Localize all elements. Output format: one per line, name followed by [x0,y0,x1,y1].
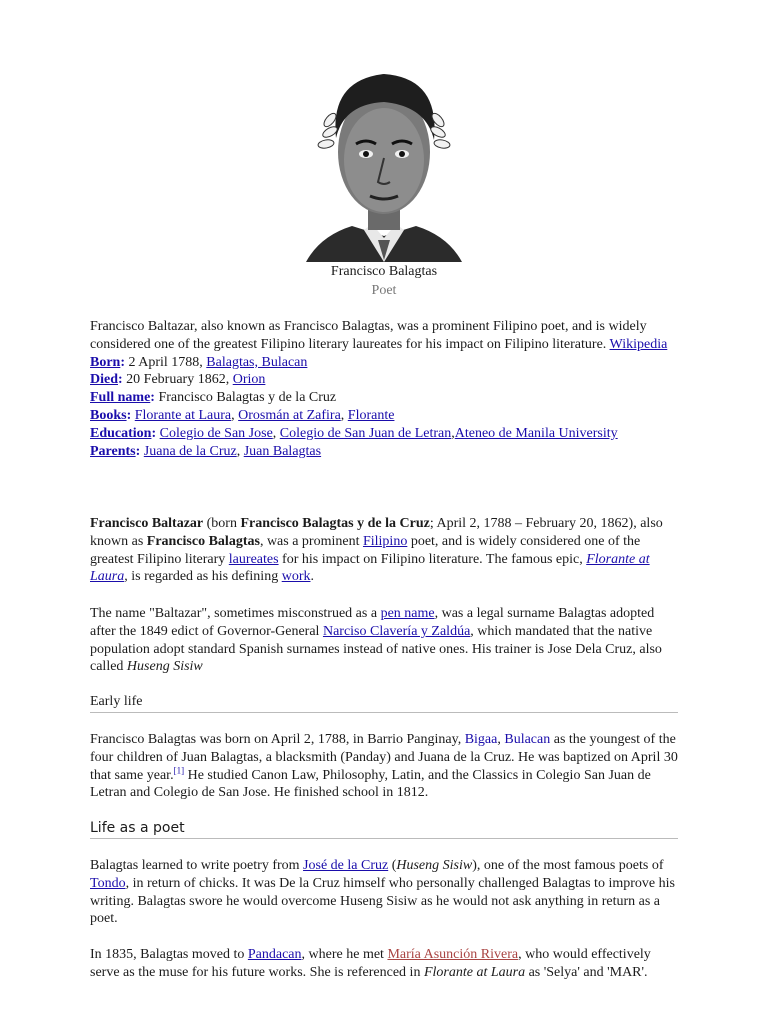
portrait-caption-name: Francisco Balagtas [330,264,438,279]
deathplace-link[interactable]: Orion [232,372,266,388]
portrait-image [300,60,468,262]
name-paragraph: The name "Baltazar", sometimes misconstrued as a pen name, was a legal surname Balagtas adopted after the 1849 edict of Governor-General Narciso Clavería y Zaldúa, which mandated that the native population adopt standard Spanish surnames instead of native ones. His trainer is Jose Dela Cruz, also called Huseng Sisiw [90,606,662,675]
citation-link[interactable]: [1] [173,764,185,775]
early-life-paragraph: Francisco Balagtas was born on April 2, 1788, in Barrio Panginay, Bigaa, Bulacan as the youngest of the four children of Juan Balagtas, a blacksmith (Panday) and Juana de la Cruz. He was baptized on April 30 that same year.[1] He studied Canon Law, Philosophy, Latin, and the Classics in Colegio San Juan de Letran and Colegio de San Jose. He finished school in 1812. [90,732,678,801]
info-fullname-row: Full name: Francisco Balagtas y de la Cruz [90,390,337,406]
education-label-link[interactable]: Education [90,425,152,441]
poet-paragraph: Balagtas learned to write poetry from José de la Cruz (Huseng Sisiw), one of the most famous poets of Tondo, in return of chicks. It was De la Cruz himself who personally challenged Balagtas to improve his writing. Balagtas swore he would overcome Huseng Sisiw as he would not ask anything in return as a poet. [90,858,675,927]
school-link[interactable]: Colegio de San Juan de Letran [279,425,452,441]
school-link[interactable]: Ateneo de Manila University [454,425,618,441]
info-parents-row: Parents: Juana de la Cruz, Juan Balagtas [90,443,322,459]
bigaa-link[interactable]: Bigaa [464,732,498,747]
book-link[interactable]: Florante [347,407,395,423]
wikipedia-link[interactable]: Wikipedia [609,336,668,352]
filipino-link[interactable]: Filipino [362,533,408,549]
book-link[interactable]: Orosmán at Zafira [238,407,341,423]
summary-infobox [90,318,682,460]
jose-de-la-cruz-link[interactable]: José de la Cruz [303,858,389,873]
tondo-link[interactable]: Tondo [90,875,126,891]
book-link[interactable]: Florante at Laura [134,407,232,423]
fullname-label-link[interactable]: Full name [90,390,151,406]
parents-label-link[interactable]: Parents [90,443,136,459]
born-label-link[interactable]: Born [90,354,121,370]
maria-asuncion-link[interactable]: María Asunción Rivera [387,947,519,962]
info-books-row: Books: Florante at Laura, Orosmán at Zafira, Florante [90,407,395,423]
early-life-heading: Early life [90,694,678,713]
pen-name-link[interactable]: pen name [380,606,435,621]
work-link[interactable]: work [281,569,311,585]
books-label-link[interactable]: Books [90,407,127,423]
life-as-poet-heading: Life as a poet [90,820,678,839]
pandacan-link[interactable]: Pandacan [247,947,302,962]
died-label-link[interactable]: Died [90,372,118,388]
info-education-row: Education: Colegio de San Jose, Colegio de San Juan de Letran,Ateneo de Manila University [90,425,618,441]
birthplace-link[interactable]: Balagtas, Bulacan [206,354,308,370]
info-born-row: Born: 2 April 1788, Balagtas, Bulacan [90,354,308,370]
info-died-row: Died: 20 February 1862, Orion [90,372,266,388]
pandacan-paragraph: In 1835, Balagtas moved to Pandacan, where he met María Asunción Rivera, who would effectively serve as the muse for his future works. She is referenced in Florante at Laura as 'Selya' and 'MAR'. [90,947,651,980]
intro-paragraph: Francisco Baltazar (born Francisco Balagtas y de la Cruz; April 2, 1788 – February 20, 1862), also known as Francisco Balagtas, was a prominent Filipino poet, and is widely considered one of the greatest Filipino literary laureates for his impact on Filipino literature. The famous epic, Florante at Laura, is regarded as his defining work. [90,516,663,585]
summary-paragraph: Francisco Baltazar, also known as Francisco Balagtas, was a prominent Filipino poet, and is widely considered one of the greatest Filipino literary laureates for his impact on Filipino literature. Wikipedia [90,319,668,352]
florante-link[interactable]: Florante at Laura [90,551,650,585]
portrait-caption-subtitle: Poet [371,283,397,298]
school-link[interactable]: Colegio de San Jose [159,425,273,441]
parent-link[interactable]: Juana de la Cruz [143,443,237,459]
narciso-link[interactable]: Narciso Clavería y Zaldúa [322,623,471,639]
parent-link[interactable]: Juan Balagtas [243,443,322,459]
laureates-link[interactable]: laureates [228,551,279,567]
bulacan-link[interactable]: Bulacan [504,732,551,747]
